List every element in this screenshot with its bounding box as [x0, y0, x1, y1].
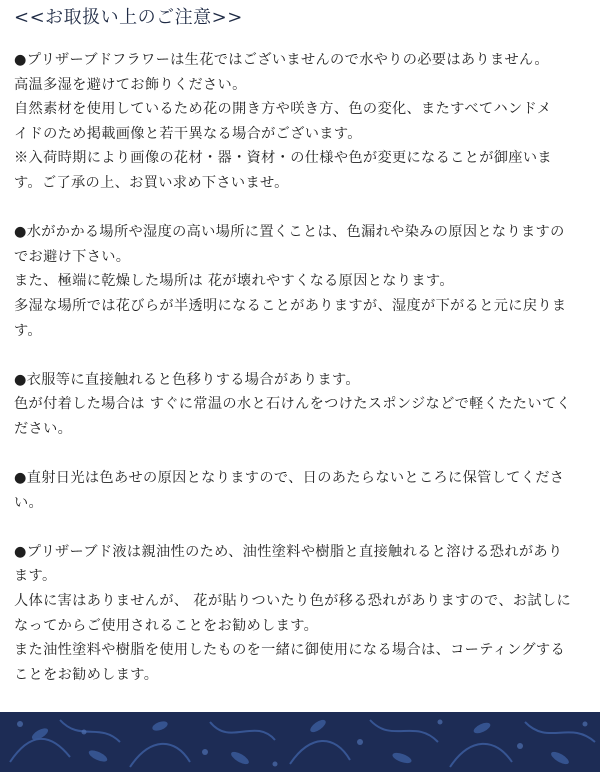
note-section-humidity	[14, 220, 598, 343]
note-line: イドのため掲載画像と若干異なる場合がございます。	[14, 125, 362, 142]
note-line: ことをお勧めします。	[14, 666, 159, 683]
note-line: でお避け下さい。	[14, 248, 131, 265]
note-line: す。	[14, 322, 42, 339]
page-title: <<お取扱い上のご注意>>	[14, 7, 243, 28]
section-spacer	[14, 515, 598, 540]
note-section-sunlight	[14, 466, 598, 515]
note-line: ます。	[14, 568, 57, 585]
note-line: ●衣服等に直接触れると色移りする場合があります。	[14, 371, 360, 388]
note-line: 多湿な場所では花びらが半透明になることがありますが、湿度が下がると元に戻りま	[14, 297, 567, 314]
note-line: ●プリザーブドフラワーは生花ではございませんので水やりの必要はありません。	[14, 52, 549, 68]
note-section-color-transfer	[14, 368, 598, 442]
note-line: す。ご了承の上、お買い求め下さいませ。	[14, 174, 289, 191]
note-line: なってからご使用されることをお勧めします。	[14, 617, 319, 634]
section-spacer	[14, 343, 598, 368]
note-line: ださい。	[14, 420, 73, 437]
note-line: ●直射日光は色あせの原因となりますので、日のあたらないところに保管してくださ	[14, 470, 565, 487]
note-line: 色が付着した場合は すぐに常温の水と石けんをつけたスポンジなどで軽くたたいてく	[14, 396, 571, 413]
note-line: ※入荷時期により画像の花材・器・資材・の仕様や色が変更になることが御座いま	[14, 150, 552, 167]
note-line: 人体に害はありませんが、 花が貼りついたり色が移る恐れがありますので、お試しに	[14, 593, 572, 610]
note-line: また油性塗料や樹脂を使用したものを一緒に御使用になる場合は、コーティングする	[14, 642, 566, 659]
note-section-preservative-liquid	[14, 540, 598, 688]
floral-pattern-graphic	[0, 712, 600, 772]
note-line: い。	[14, 494, 44, 511]
note-line: 自然素材を使用しているため花の開き方や咲き方、色の変化、またすべてハンドメ	[14, 101, 552, 118]
floral-pattern-banner	[0, 712, 600, 772]
note-line: 高温多湿を避けてお飾りください。	[14, 76, 247, 93]
note-line: ●プリザーブド液は親油性のため、油性塗料や樹脂と直接触れると溶ける恐れがあり	[14, 543, 563, 560]
section-spacer	[14, 196, 598, 221]
note-line: また、極端に乾燥した場所は 花が壊れやすくなる原因となります。	[14, 273, 454, 290]
care-notes	[14, 48, 598, 687]
section-spacer	[14, 442, 598, 467]
note-section-storage	[14, 48, 598, 196]
note-line: ●水がかかる場所や湿度の高い場所に置くことは、色漏れや染みの原因となりますの	[14, 224, 565, 241]
